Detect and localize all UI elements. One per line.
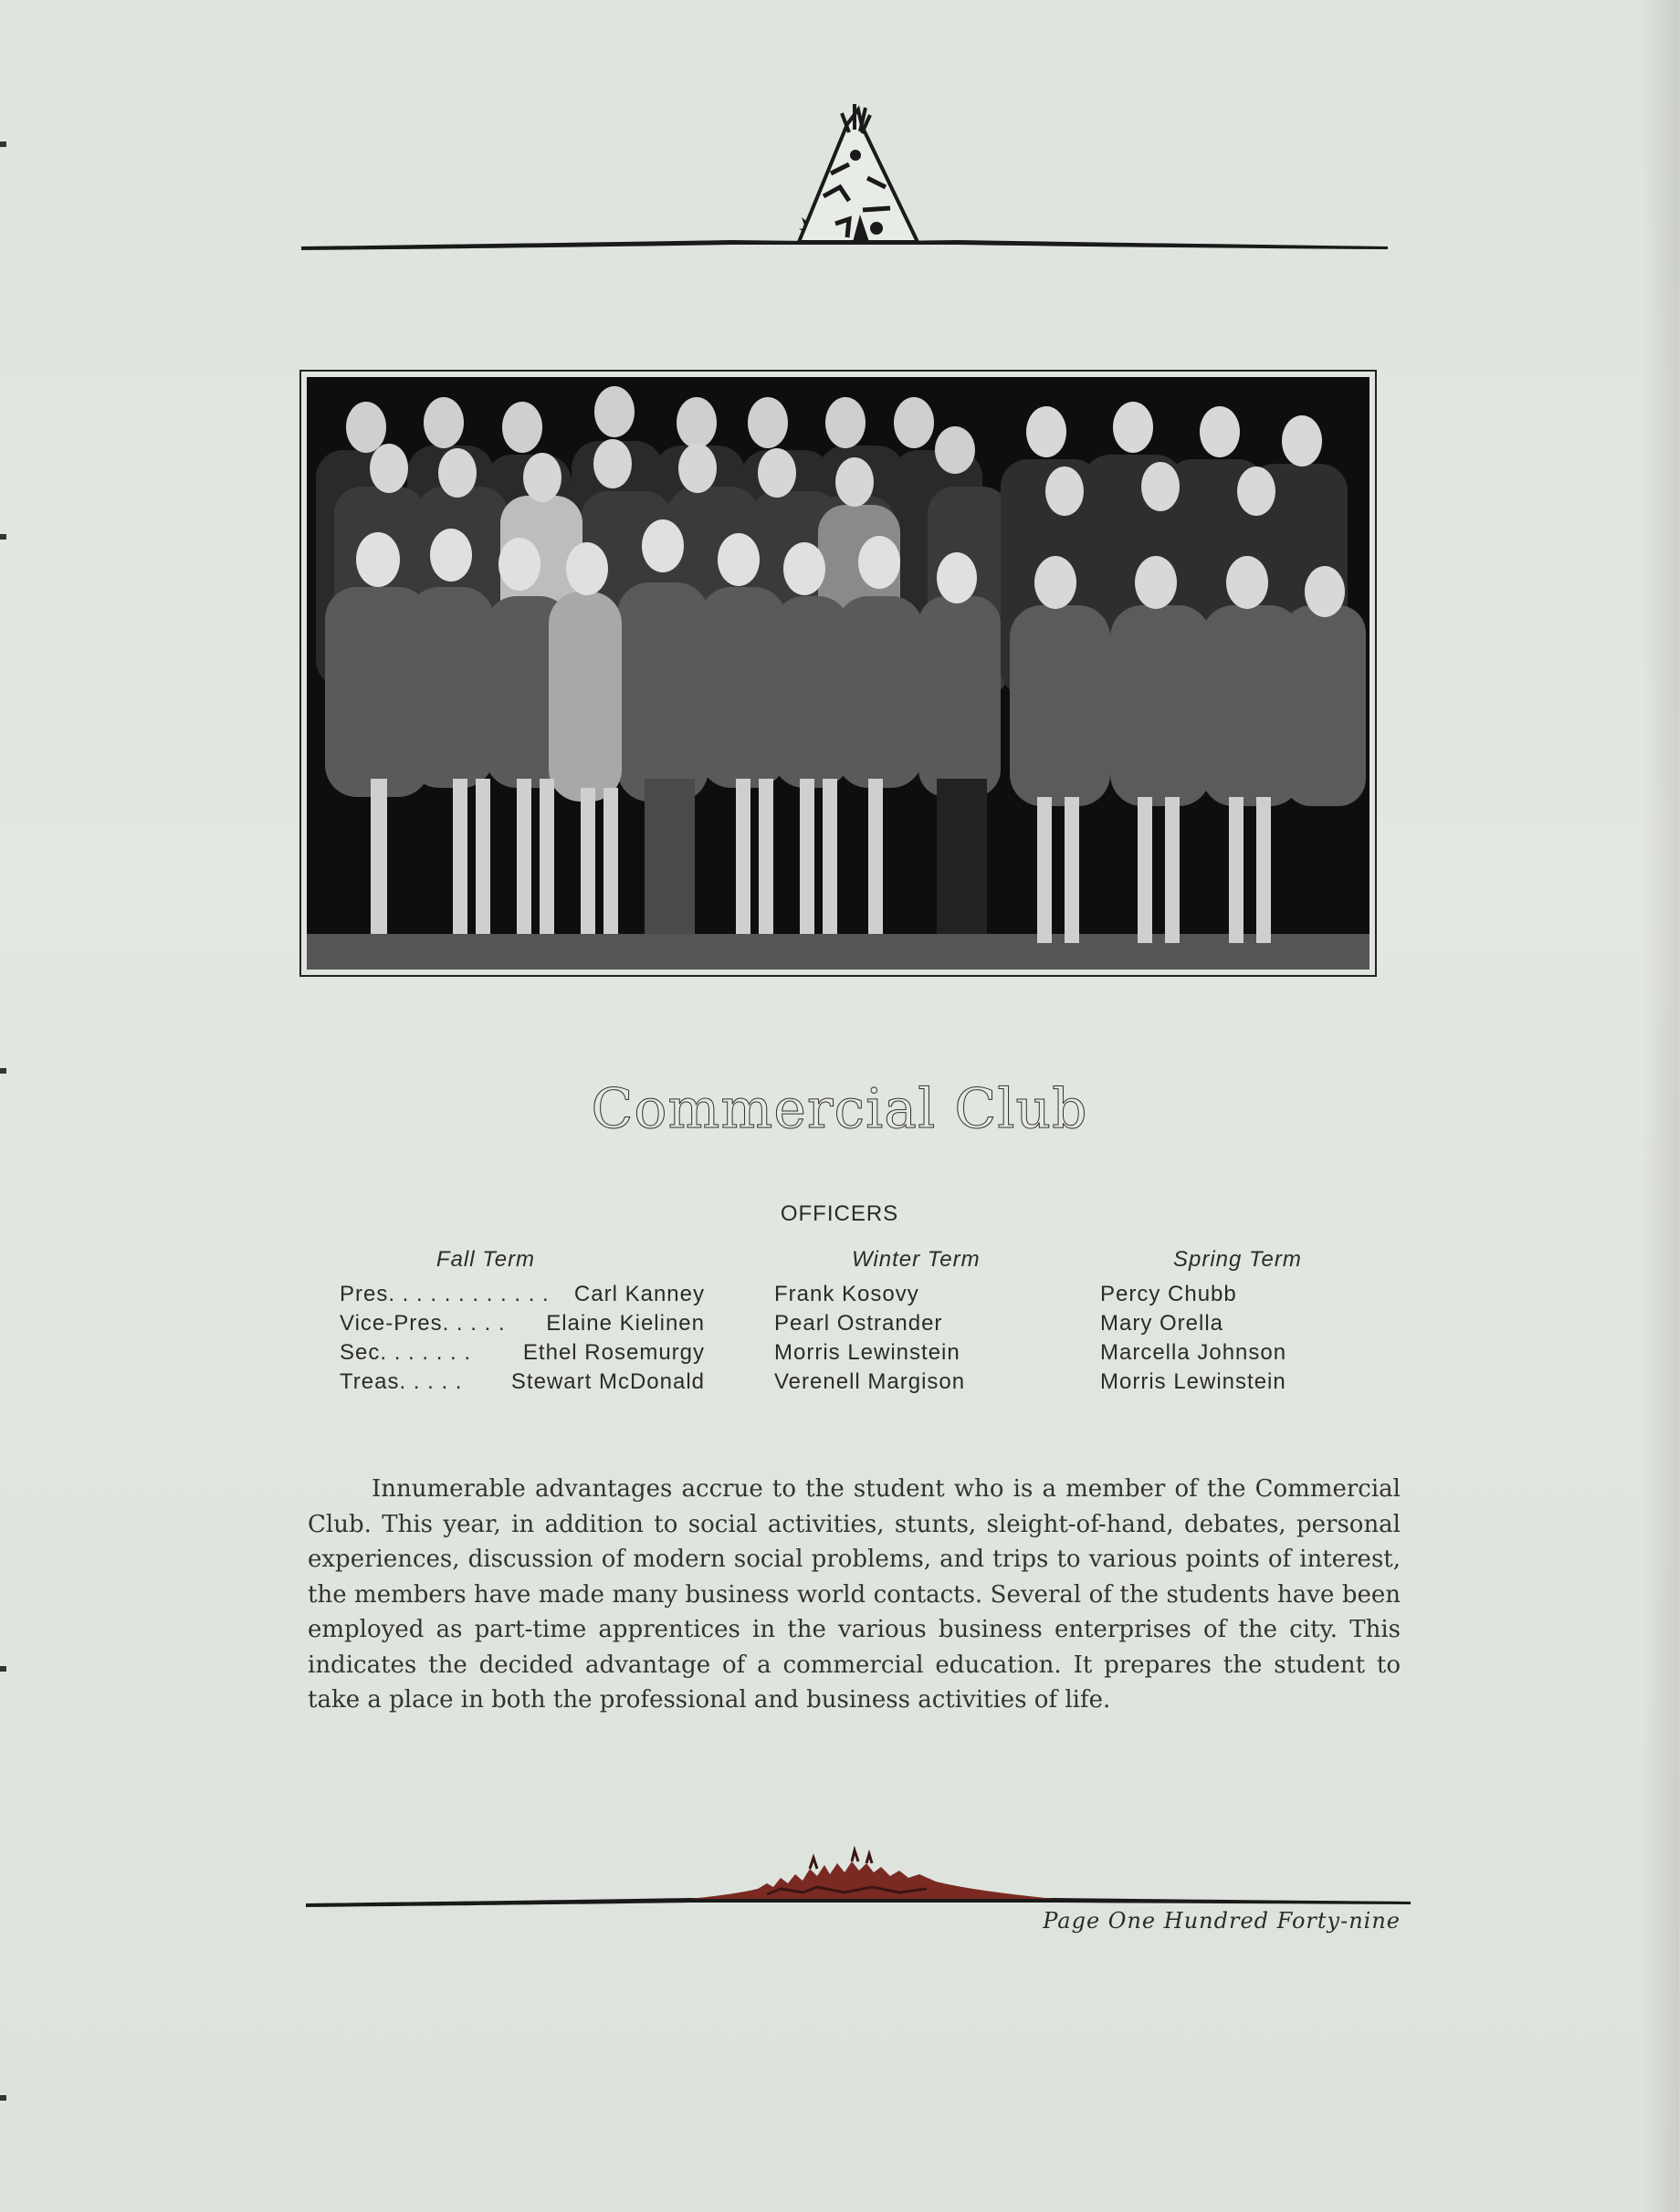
description-paragraph: Innumerable advantages accrue to the student who is a member of the Commercial Club. This year, in addition to social activities, stunts, sleight-of-hand, debates, personal experiences, discussion of modern social problems, and trips to various points of interest, the members have made many business world contacts. Several of the students have been employed as part-time apprentices in the various business enterprises of the city. This indicates the decided advantage of a commercial education. It prepares the student to take a place in both the professional and business activities of life. — [308, 1475, 1401, 1714]
officer-row — [340, 1280, 705, 1309]
officer-name: Morris Lewinstein — [774, 1340, 960, 1365]
binding-mark — [0, 1068, 6, 1074]
group-photo-icon — [307, 377, 1369, 970]
club-description — [308, 1472, 1401, 1718]
winter-term-column — [774, 1247, 1066, 1397]
fall-term-heading: Fall Term — [435, 1247, 536, 1272]
officer-name: Frank Kosovy — [774, 1282, 919, 1306]
officer-name: Percy Chubb — [1100, 1282, 1237, 1306]
officer-name: Morris Lewinstein — [1100, 1369, 1286, 1394]
winter-term-heading: Winter Term — [852, 1247, 981, 1272]
officer-name: Ethel Rosemurgy — [522, 1340, 705, 1365]
officer-row — [340, 1309, 705, 1338]
club-photo-frame — [299, 370, 1377, 977]
officer-row — [340, 1368, 705, 1397]
officer-name: Elaine Kielinen — [546, 1311, 705, 1336]
binding-mark — [0, 2095, 6, 2101]
officer-name: Verenell Margison — [774, 1369, 966, 1394]
teepee-ornament-icon — [301, 91, 1388, 256]
officer-title: Vice-Pres. . . . . — [340, 1311, 506, 1336]
officer-title: Pres. . . . . . . . . . . . — [340, 1282, 550, 1306]
officer-name: Pearl Ostrander — [774, 1311, 943, 1336]
officer-name: Mary Orella — [1100, 1311, 1224, 1336]
binding-mark — [0, 534, 6, 540]
landscape-ornament-icon — [306, 1830, 1411, 1913]
spring-term-column — [1100, 1247, 1392, 1397]
group-photo — [307, 377, 1369, 970]
officer-name: Stewart McDonald — [510, 1369, 705, 1394]
officer-name: Carl Kanney — [573, 1282, 705, 1306]
binding-mark — [0, 142, 6, 147]
spring-term-heading: Spring Term — [1173, 1247, 1302, 1272]
binding-mark — [0, 1666, 6, 1672]
page-number: Page One Hundred Forty-nine — [1043, 1908, 1401, 1934]
page-title: Commercial Club — [591, 1077, 1088, 1141]
fall-term-column — [340, 1247, 705, 1397]
officer-title: Treas. . . . . — [340, 1369, 463, 1394]
officer-row — [340, 1338, 705, 1368]
officer-title: Sec. . . . . . . — [340, 1340, 472, 1365]
officer-name: Marcella Johnson — [1100, 1340, 1287, 1365]
officers-heading: OFFICERS — [780, 1201, 899, 1226]
